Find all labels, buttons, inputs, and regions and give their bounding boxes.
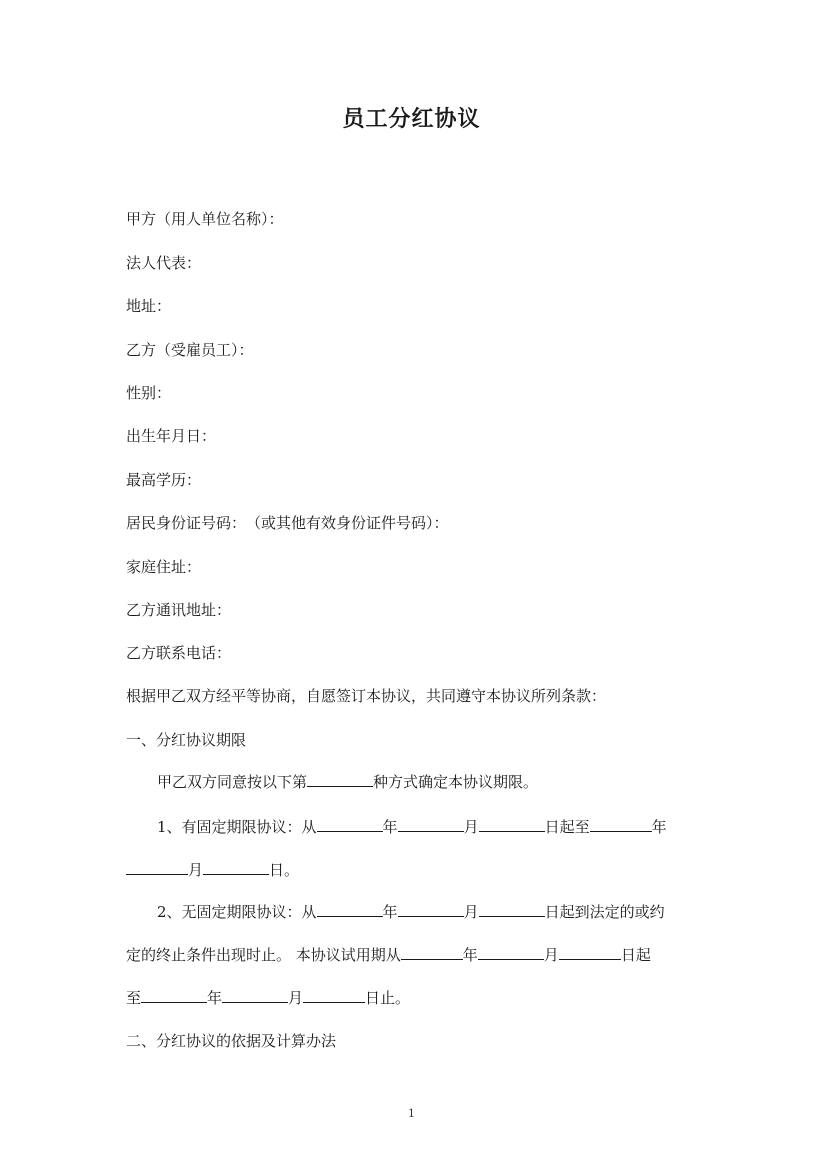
- blank-line: [126, 860, 188, 875]
- blank-line: [203, 860, 269, 875]
- page-number: 1: [408, 1107, 415, 1120]
- option2-line3: 至 年 月 日止。: [126, 989, 411, 1007]
- option2-line2: 定的终止条件出现时止。 本协议试用期从 年 月 日起: [126, 946, 651, 964]
- section2-heading: 二、分红协议的依据及计算办法: [126, 1032, 337, 1050]
- field-address: 地址：: [126, 297, 172, 315]
- field-education: 最高学历：: [126, 471, 202, 489]
- blank-line: [317, 817, 383, 832]
- section1-paragraph1: 甲乙双方同意按以下第 种方式确定本协议期限。: [157, 773, 539, 791]
- blank-line: [559, 945, 621, 960]
- option1-line1: 1、有固定期限协议：从 年 月 日起至 年: [157, 818, 667, 836]
- blank-line: [317, 902, 383, 917]
- field-phone: 乙方联系电话：: [126, 644, 232, 662]
- blank-line: [479, 817, 545, 832]
- option2-line1: 2、无固定期限协议：从 年 月 日起到法定的或约: [157, 903, 665, 921]
- blank-line: [398, 902, 464, 917]
- field-party-a: 甲方（用人单位名称）：: [126, 210, 284, 228]
- blank-line: [307, 772, 373, 787]
- blank-line: [479, 902, 545, 917]
- blank-line: [398, 817, 464, 832]
- field-legal-rep: 法人代表：: [126, 254, 202, 272]
- blank-line: [401, 945, 463, 960]
- option1-line2: 月 日。: [126, 860, 299, 880]
- section1-heading: 一、分红协议期限: [126, 731, 247, 749]
- blank-line: [590, 817, 652, 832]
- preamble: 根据甲乙双方经平等协商，自愿签订本协议，共同遵守本协议所列条款：: [126, 687, 607, 705]
- field-birthdate: 出生年月日：: [126, 427, 217, 445]
- field-mailing-address: 乙方通讯地址：: [126, 601, 232, 619]
- blank-line: [222, 988, 288, 1003]
- field-home-address: 家庭住址：: [126, 558, 202, 576]
- field-gender: 性别：: [126, 384, 172, 402]
- page-title: 员工分红协议: [342, 106, 481, 132]
- field-id-number: 居民身份证号码： （或其他有效身份证件号码）：: [126, 514, 449, 532]
- blank-line: [478, 945, 544, 960]
- blank-line: [141, 988, 207, 1003]
- blank-line: [303, 988, 365, 1003]
- field-party-b: 乙方（受雇员工）：: [126, 341, 254, 359]
